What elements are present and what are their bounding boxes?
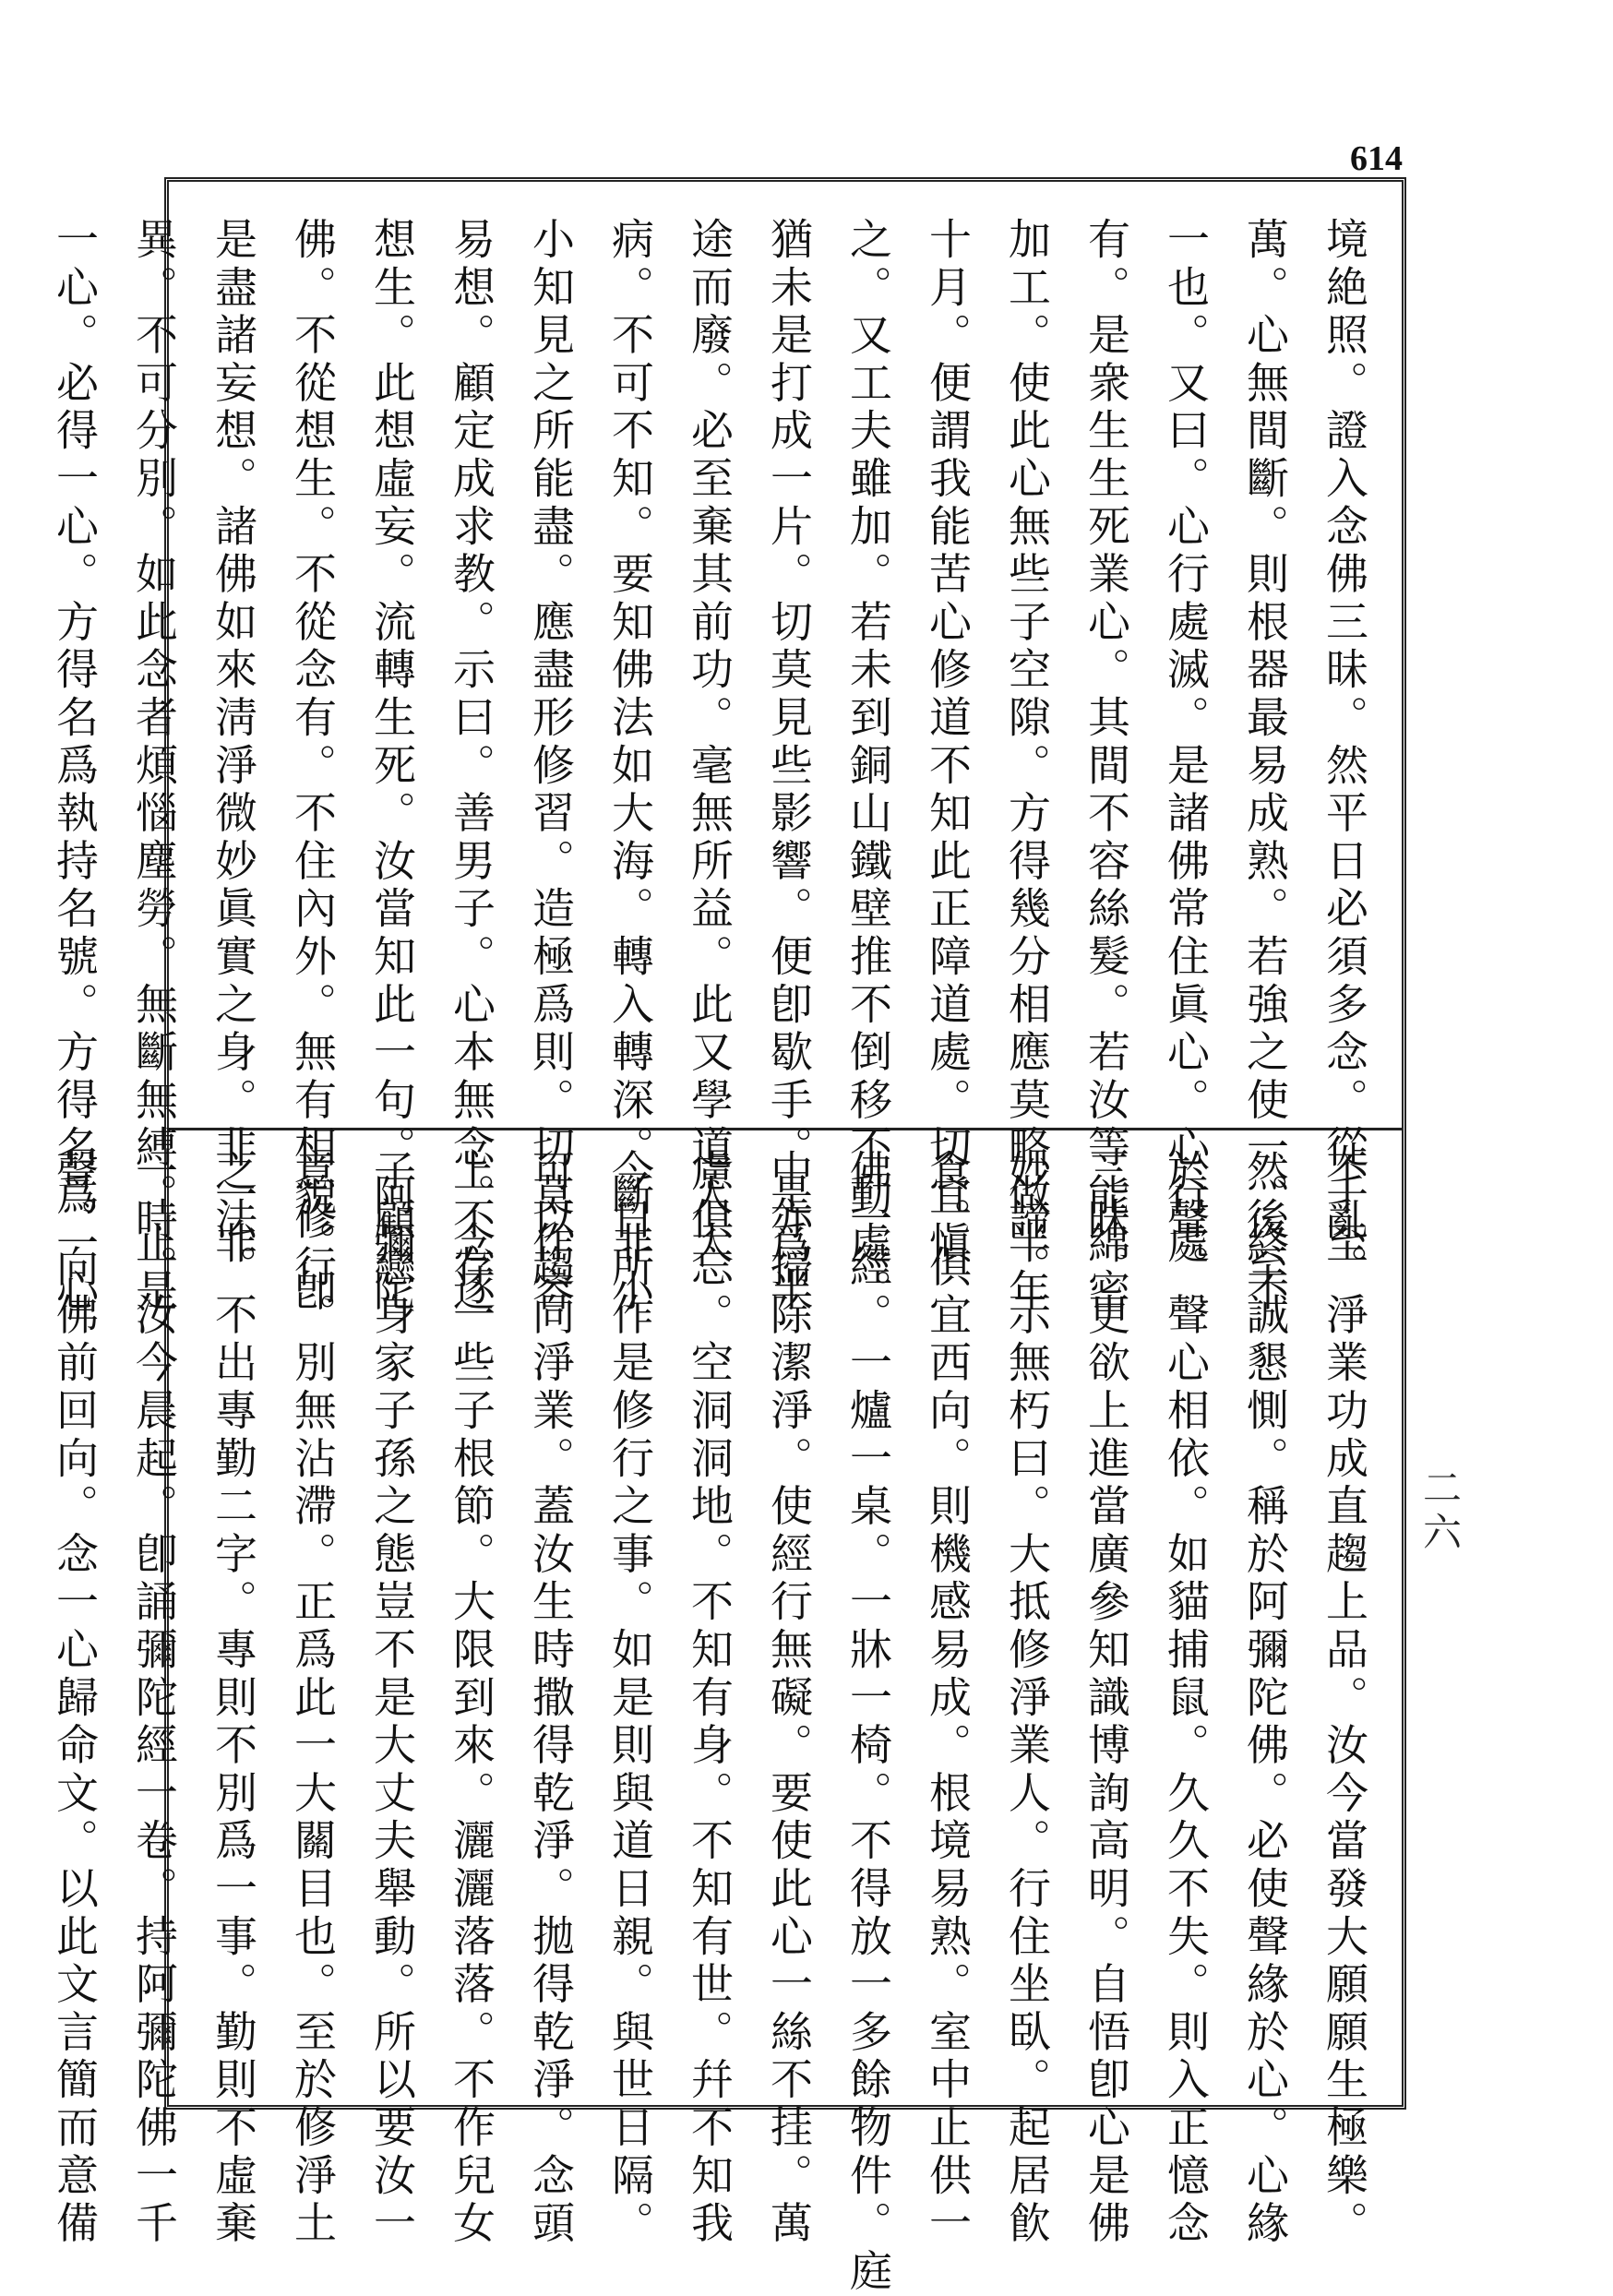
upper-text-block: [50, 217, 1384, 1317]
text-column: 猶未是打成一片。切莫見些影響。便卽歇手。是爲半: [764, 217, 814, 1317]
lower-text-block: [50, 1149, 1384, 2296]
text-column: 上不存一些子根節。大限到來。灑灑落落。不作兒女: [447, 1149, 496, 2249]
text-column: 境絶照。證入念佛三昧。然平日必須多念。從千至: [1320, 217, 1369, 1269]
text-column: 異。不可分別。如此念者煩惱塵勞。無斷無縛。止是: [129, 217, 179, 1317]
text-column: 於聲。聲心相依。如貓捕鼠。久久不失。則入正憶念: [1161, 1149, 1211, 2249]
text-column: 加工。使此心無些子空隙。方得幾分相應莫略做半年: [1002, 217, 1052, 1317]
section-label: 二六: [1417, 1467, 1463, 1556]
page-number: 614: [1350, 139, 1403, 178]
text-column: 萬。心無間斷。則根器最易成熟。若強之使一。終不: [1240, 217, 1290, 1317]
text-column: 佛一經。一爐一桌。一牀一椅。不得放一多餘物件。庭: [843, 1149, 893, 2296]
text-column: 十月。便謂我能苦心修道不知此正障道處。切宜愼: [923, 217, 973, 1269]
text-column: 佛。不從想生。不從念有。不住內外。無有相貌。卽: [288, 217, 338, 1317]
text-column: 然後至誠懇惻。稱於阿彌陀佛。必使聲緣於心。心緣: [1240, 1149, 1290, 2249]
text-column: 想生。此想虛妄。流轉生死。汝當知此一句。阿彌陀: [367, 217, 417, 1317]
text-column: 之法。不出專勤二字。專則不別爲一事。勤則不虛棄: [209, 1149, 258, 2249]
text-column: 意修行。別無沾滯。正爲此一大關目也。至於修淨土: [288, 1149, 338, 2249]
text-column: 妙諦。示無朽曰。大抵修淨業人。行住坐臥。起居飮: [1002, 1149, 1052, 2249]
text-column: 易想。顧定成求教。示曰。善男子。心本無念。念逐: [447, 217, 496, 1317]
text-column: 病。不可不知。要知佛法如大海。轉入轉深。斷非小: [605, 217, 655, 1317]
text-column: 今日所作是修行之事。如是則與道日親。與世日隔。: [605, 1149, 655, 2249]
text-column: 三昧。更欲上進當廣參知識博詢高明。自悟卽心是佛: [1081, 1149, 1131, 2249]
text-column: 之。又工夫雖加。若未到銅山鐵壁推不倒移不動處。: [843, 217, 893, 1317]
text-column: 聲。向佛前回向。念一心歸命文。以此文言簡而意備: [50, 1149, 100, 2249]
text-column: 途而廢。必至棄其前功。毫無所益。此又學道人大: [685, 217, 735, 1269]
text-column: 慮俱忘。空洞洞地。不知有身。不知有世。幷不知我: [685, 1149, 735, 2249]
text-column: 不亂。淨業功成直趨上品。汝今當發大願願生極樂。: [1320, 1149, 1369, 2249]
text-column: 是盡諸妄想。諸佛如來淸淨微妙眞實之身。非一非: [209, 217, 258, 1269]
text-column: 一也。又曰。心行處滅。是諸佛常住眞心。心行處: [1161, 217, 1211, 1269]
text-column: 一心。必得一心。方得名爲執持名號。方得名爲一心: [50, 217, 100, 1317]
text-column: 一時。汝今晨起。卽誦彌陀經一卷。持阿彌陀佛一千: [129, 1149, 179, 2249]
text-column: 小知見之所能盡。應盡形修習。造極爲則。切莫作容: [526, 217, 576, 1317]
text-column: 中亦掃除潔淨。使經行無礙。要使此心一絲不挂。萬: [764, 1149, 814, 2249]
text-column: 可以趨向淨業。蓋汝生時撒得乾淨。拋得乾淨。念頭: [526, 1149, 576, 2249]
text-column: 子顧戀身家子孫之態豈不是大丈夫舉動。所以要汝一: [367, 1149, 417, 2249]
text-column: 有。是衆生生死業心。其間不容絲髮。若汝等能綿密: [1081, 217, 1131, 1317]
text-column: 食。俱宜西向。則機感易成。根境易熟。室中止供一: [923, 1149, 973, 2249]
